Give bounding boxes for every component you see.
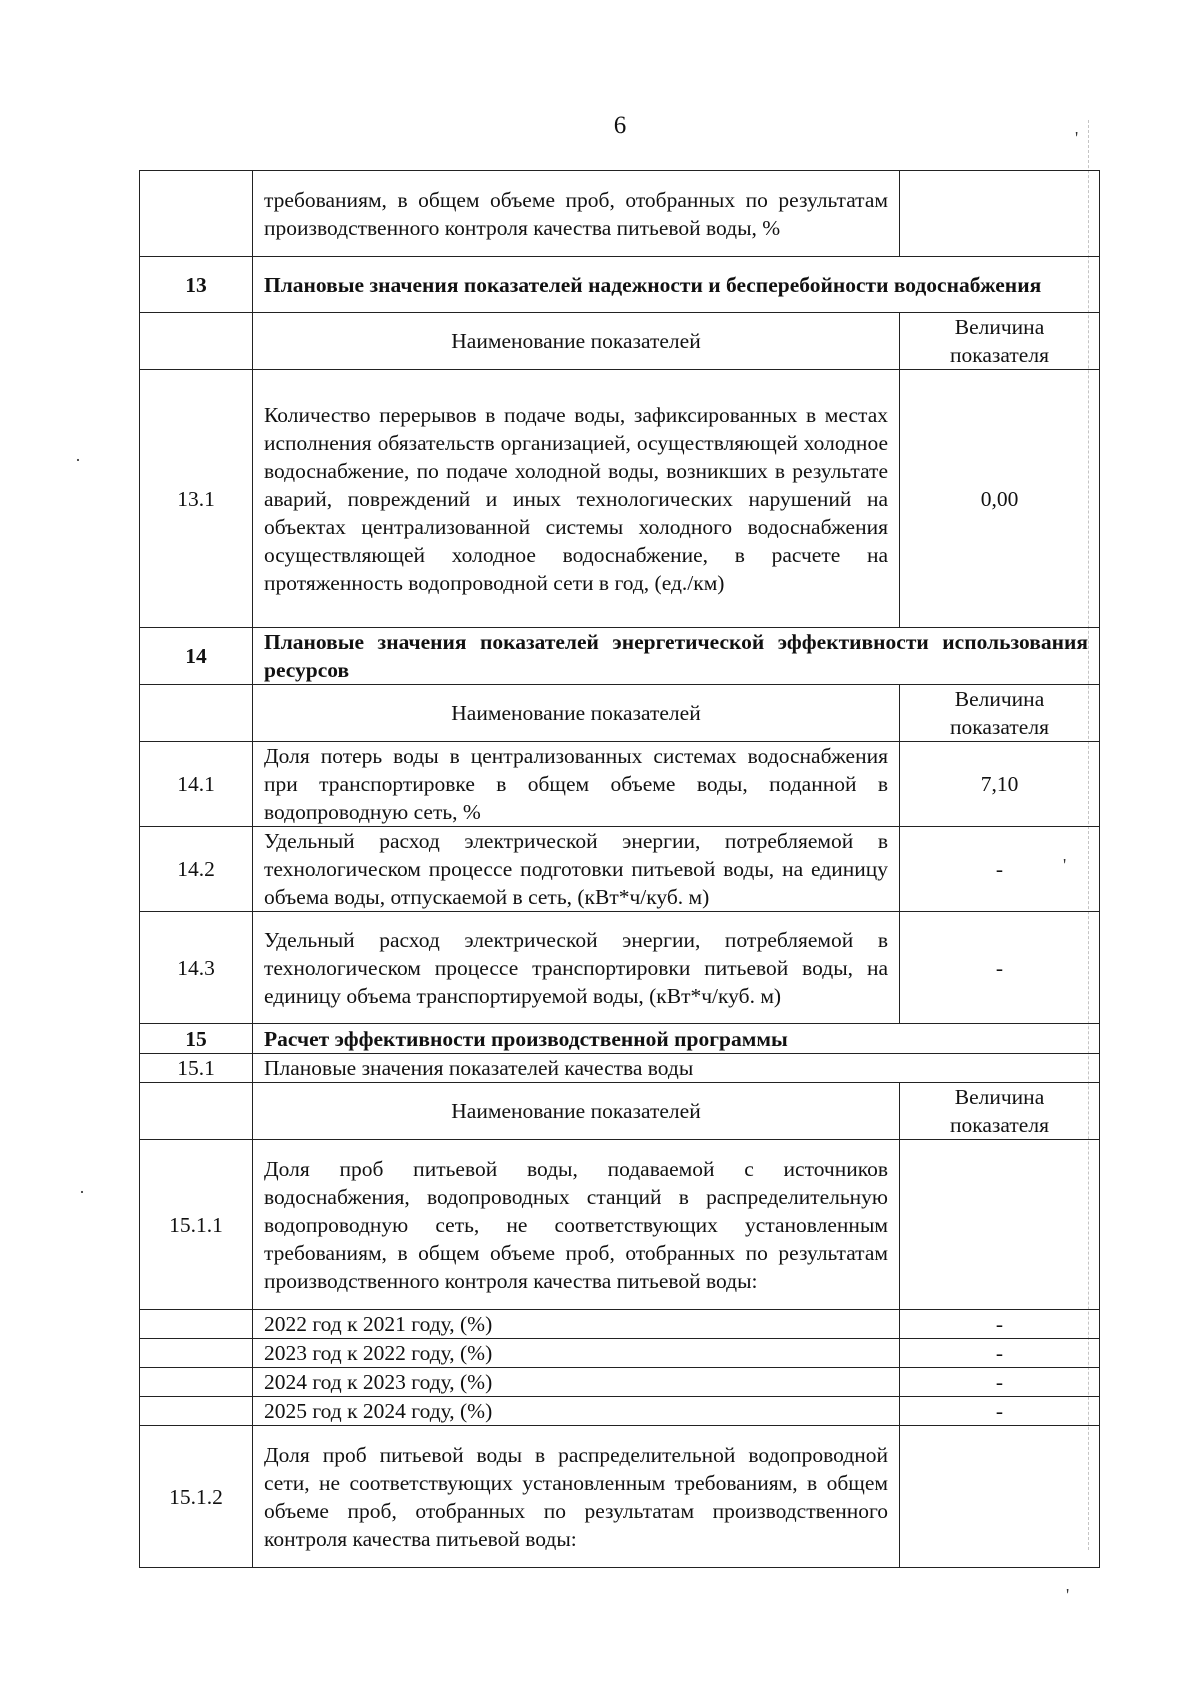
indicator-text-cell: Удельный расход электрической энергии, потребляемой в технологическом процессе транспортировки питьевой воды, на единицу объема транспортируемой воды, (кВт*ч/куб. м) xyxy=(253,912,900,1024)
row-number-cell: 15.1.1 xyxy=(140,1140,253,1310)
scan-mark-mid-right: ' xyxy=(1063,855,1067,875)
intro-text-cell: требованиям, в общем объеме проб, отобранных по результатам производственного контроля качества питьевой воды, % xyxy=(253,171,900,257)
table-row xyxy=(140,171,1100,257)
indicator-text-cell: 2022 год к 2021 году, (%) xyxy=(253,1310,900,1339)
value-cell: - xyxy=(900,827,1100,912)
value-cell: 0,00 xyxy=(900,370,1100,628)
row-number-cell: 13.1 xyxy=(140,370,253,628)
value-cell: - xyxy=(900,1310,1100,1339)
empty-cell xyxy=(140,685,253,742)
row-number-cell: 15.1.2 xyxy=(140,1426,253,1568)
section-header-row xyxy=(140,1024,1100,1054)
empty-cell xyxy=(140,1083,253,1140)
column-header-value: Величина показателя xyxy=(900,685,1100,742)
column-header-value: Величина показателя xyxy=(900,1083,1100,1140)
section-title: Расчет эффективности производственной программы xyxy=(253,1024,1100,1054)
subsection-row xyxy=(140,1054,1100,1083)
value-cell xyxy=(900,1426,1100,1568)
value-cell: - xyxy=(900,1339,1100,1368)
table-row xyxy=(140,742,1100,827)
column-header-row xyxy=(140,313,1100,370)
table-row xyxy=(140,1310,1100,1339)
row-number-cell: 14.3 xyxy=(140,912,253,1024)
subsection-number: 15.1 xyxy=(140,1054,253,1083)
column-header-value: Величина показателя xyxy=(900,313,1100,370)
scan-mark-top: ' xyxy=(1075,128,1079,148)
indicator-text-cell: 2023 год к 2022 году, (%) xyxy=(253,1339,900,1368)
table-row xyxy=(140,1368,1100,1397)
row-number-cell: 14.2 xyxy=(140,827,253,912)
row-number-cell xyxy=(140,1339,253,1368)
empty-cell xyxy=(140,313,253,370)
scan-mark-left-2: · xyxy=(79,1182,85,1202)
table-row xyxy=(140,370,1100,628)
section-number: 14 xyxy=(140,628,253,685)
section-number: 15 xyxy=(140,1024,253,1054)
indicator-text-cell: Доля проб питьевой воды в распределительной водопроводной сети, не соответствующих установленным требованиям, в общем объеме проб, отобранных по результатам производственного контроля качества питьевой воды: xyxy=(253,1426,900,1568)
section-number: 13 xyxy=(140,257,253,313)
value-cell xyxy=(900,171,1100,257)
indicator-text-cell: Доля потерь воды в централизованных системах водоснабжения при транспортировке в общем объеме воды, поданной в водопроводную сеть, % xyxy=(253,742,900,827)
section-header-row xyxy=(140,257,1100,313)
subsection-title: Плановые значения показателей качества воды xyxy=(253,1054,1100,1083)
indicators-table xyxy=(139,170,1100,1568)
section-title: Плановые значения показателей надежности и бесперебойности водоснабжения xyxy=(253,257,1100,313)
row-number-cell xyxy=(140,1368,253,1397)
indicator-text-cell: 2025 год к 2024 году, (%) xyxy=(253,1397,900,1426)
table-row xyxy=(140,1426,1100,1568)
value-cell: - xyxy=(900,1368,1100,1397)
indicator-text-cell: 2024 год к 2023 году, (%) xyxy=(253,1368,900,1397)
page-number: 6 xyxy=(613,112,627,139)
scan-mark-bottom: ' xyxy=(1066,1585,1070,1605)
table-row xyxy=(140,1397,1100,1426)
section-header-row xyxy=(140,628,1100,685)
row-number-cell: 14.1 xyxy=(140,742,253,827)
column-header-name: Наименование показателей xyxy=(253,313,900,370)
table-row xyxy=(140,1339,1100,1368)
value-cell: - xyxy=(900,912,1100,1024)
value-cell: - xyxy=(900,1397,1100,1426)
column-header-row xyxy=(140,1083,1100,1140)
row-number-cell xyxy=(140,1310,253,1339)
table-row xyxy=(140,1140,1100,1310)
column-header-name: Наименование показателей xyxy=(253,1083,900,1140)
table-row xyxy=(140,827,1100,912)
indicator-text-cell: Доля проб питьевой воды, подаваемой с источников водоснабжения, водопроводных станций в распределительную водопроводную сеть, не соответствующих установленным требованиям, в общем объеме проб, отобранных по результатам производственного контроля качества питьевой воды: xyxy=(253,1140,900,1310)
indicator-text-cell: Количество перерывов в подаче воды, зафиксированных в местах исполнения обязательств организацией, осуществляющей холодное водоснабжение, по подаче холодной воды, возникших в результате аварий, повреждений и иных технологических нарушений на объектах централизованной системы холодного водоснабжения осуществляющей холодное водоснабжение, в расчете на протяженность водопроводной сети в год, (ед./км) xyxy=(253,370,900,628)
indicator-text-cell: Удельный расход электрической энергии, потребляемой в технологическом процессе подготовки питьевой воды, на единицу объема воды, отпускаемой в сеть, (кВт*ч/куб. м) xyxy=(253,827,900,912)
value-cell xyxy=(900,1140,1100,1310)
row-number-cell xyxy=(140,171,253,257)
table-row xyxy=(140,912,1100,1024)
section-title: Плановые значения показателей энергетической эффективности использования ресурсов xyxy=(253,628,1100,685)
row-number-cell xyxy=(140,1397,253,1426)
scan-mark-left-1: · xyxy=(75,450,81,470)
value-cell: 7,10 xyxy=(900,742,1100,827)
column-header-row xyxy=(140,685,1100,742)
column-header-name: Наименование показателей xyxy=(253,685,900,742)
